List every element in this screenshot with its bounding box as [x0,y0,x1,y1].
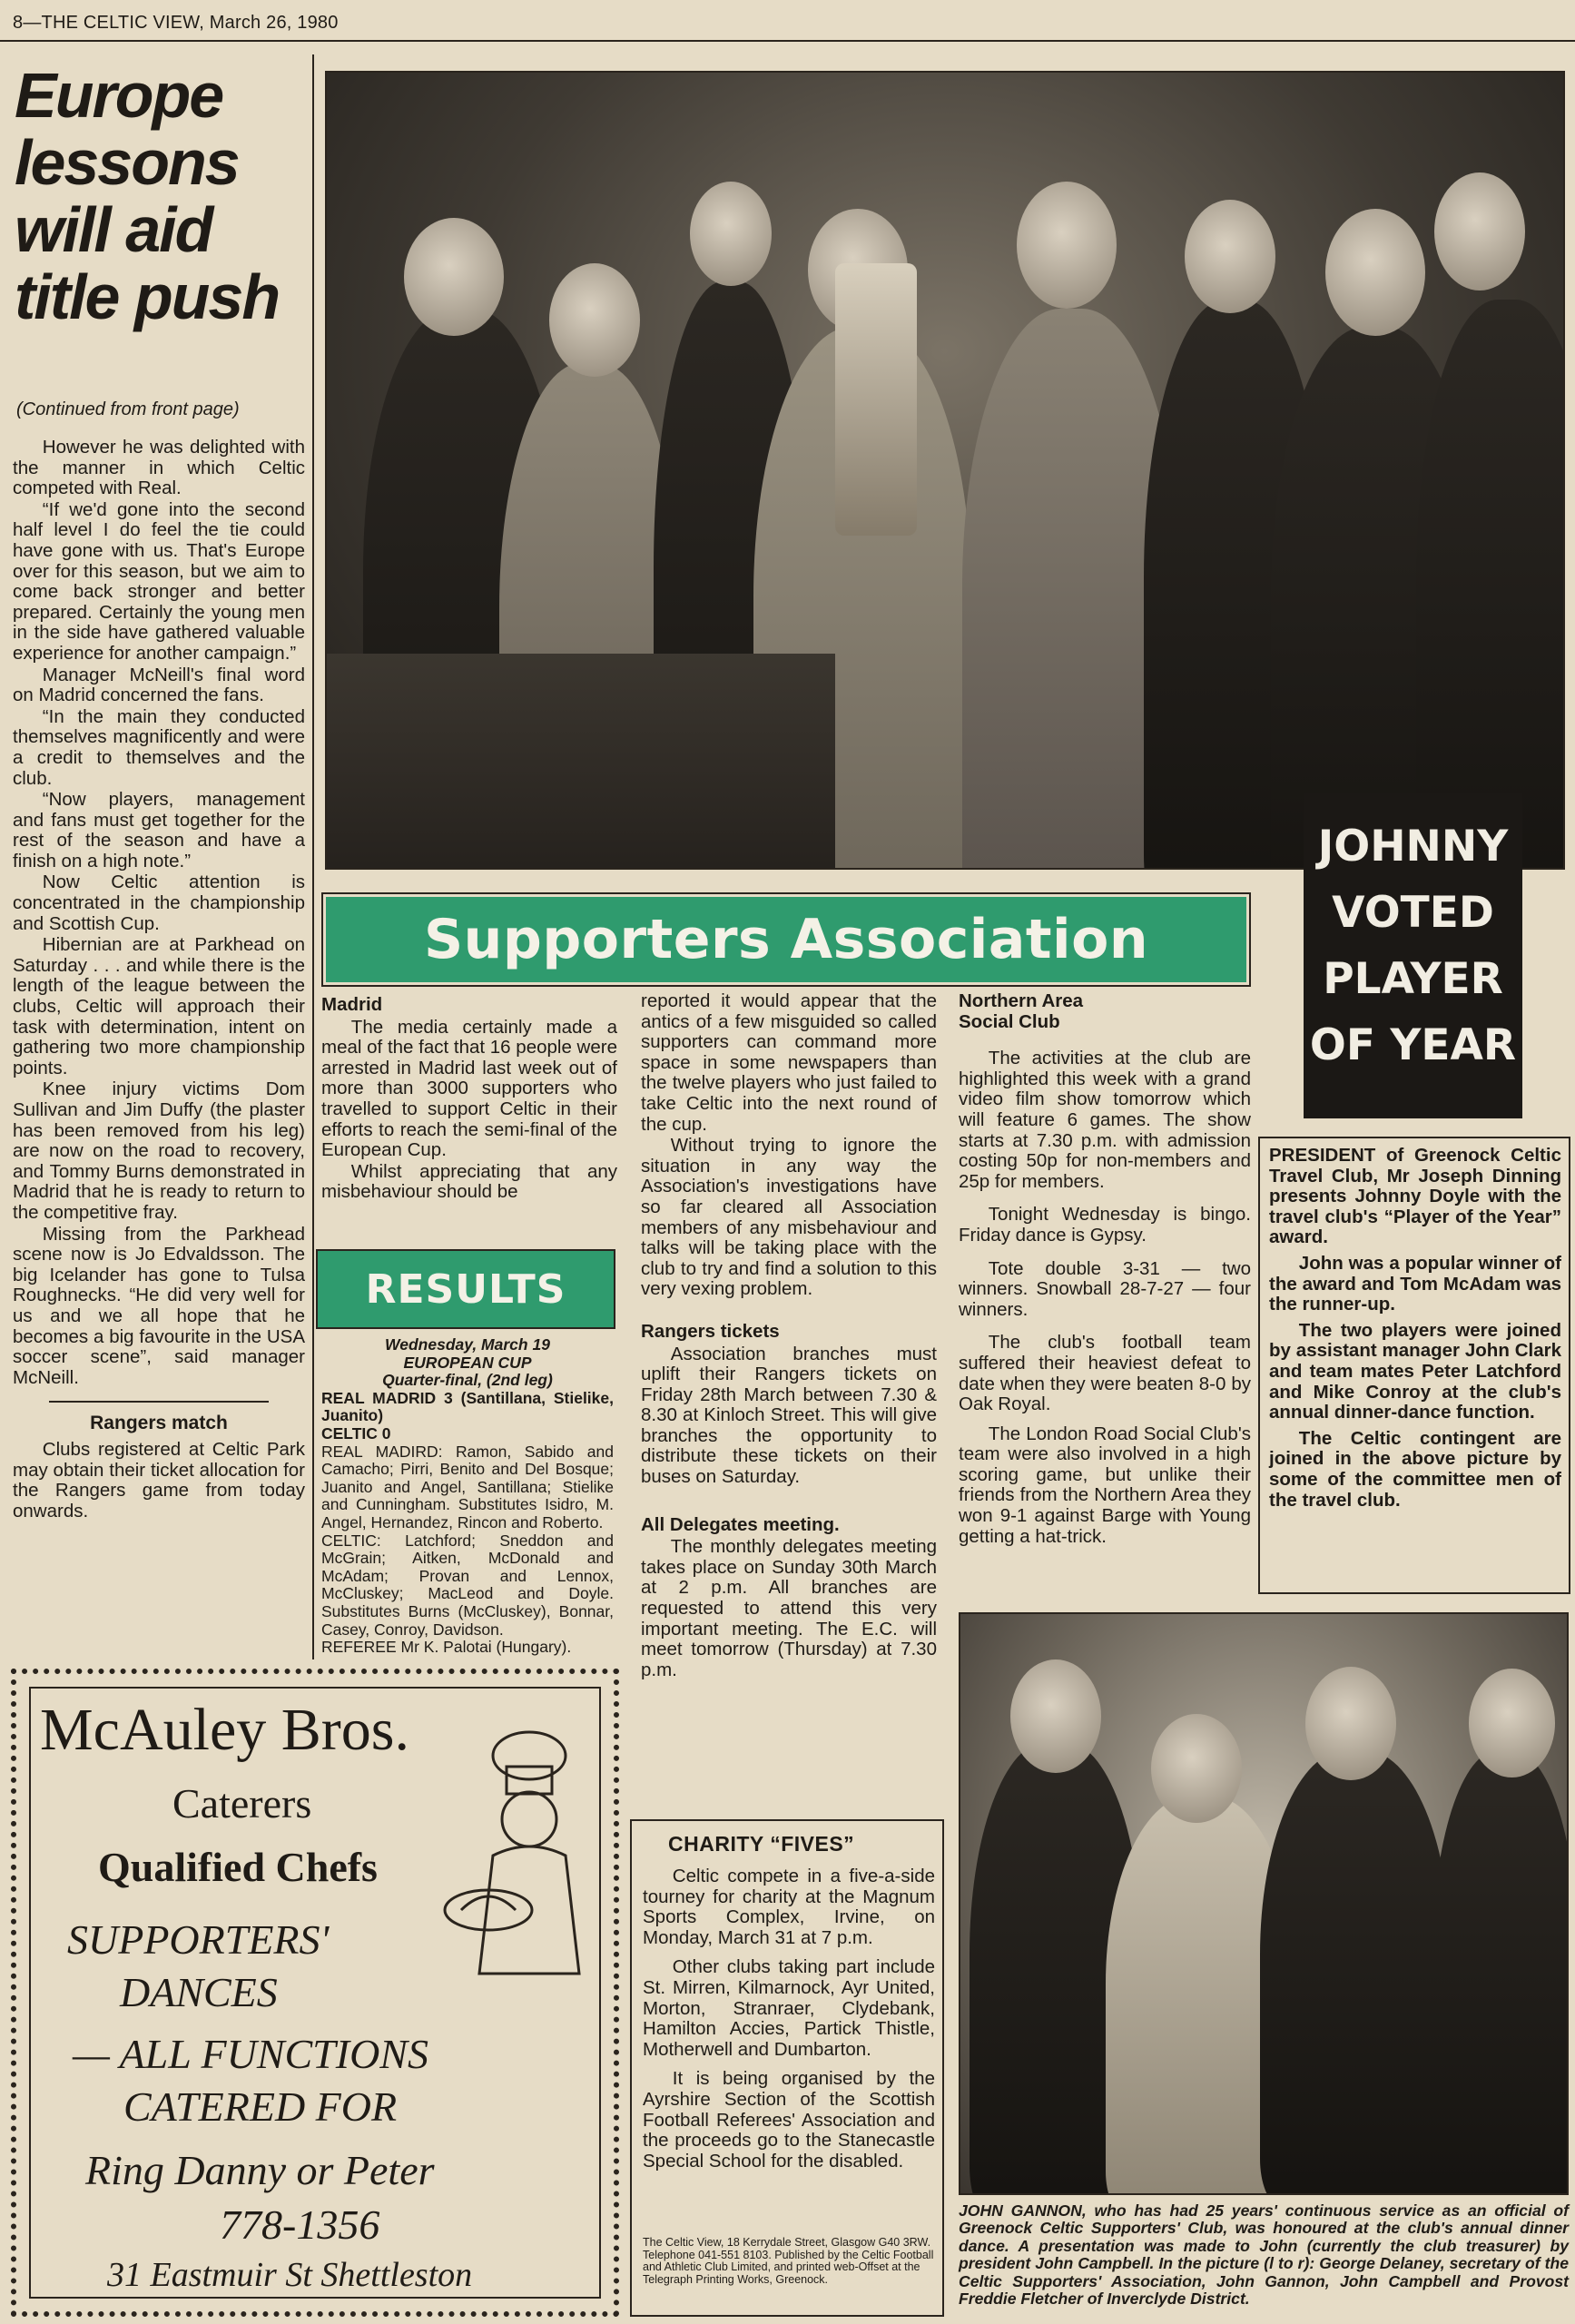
article-paragraph: Other clubs taking part include St. Mirren, Kilmarnock, Ayr United, Morton, Stranraer, Clydebank, Hamilton Accies, Partick Thistle, Motherwell and Dumbarton. [643,1956,935,2060]
northern-heading: Northern Area [959,990,1084,1011]
headline-line: title push [15,261,280,332]
article-paragraph: The club's football team suffered their heaviest defeat to date when they were beaten 8-0 by Oak Royal. [959,1332,1251,1415]
article-paragraph: Association branches must uplift their Rangers tickets on Friday 28th March between 7.30 & 8.30 at Kinloch Street. This will give branches the opportunity to distribute these tickets on their buses on Saturday. [641,1343,937,1488]
headline [15,62,320,330]
johnny-voted-box [1304,793,1522,1118]
caption-paragraph: PRESIDENT of Greenock Celtic Travel Club, Mr Joseph Dinning presents Johnny Doyle with the travel club's “Player of the Year” award. [1269,1145,1561,1248]
mcauley-advert [11,1669,619,2317]
article-paragraph: The monthly delegates meeting takes place on Sunday 30th March at 2 p.m. All branches are requested to attend this very important meeting. The E.C. will meet tomorrow (Thursday) at 7.30 p.m. [641,1536,937,1680]
person-face [1185,200,1275,313]
article-paragraph: reported it would appear that the antics of a few misguided so called supporters can command more space in some newspapers than the twelve players who just failed to take Celtic into the next round of the cup. [641,990,937,1135]
madrid-article [321,991,617,1204]
advert-line: Caterers [172,1780,312,1827]
johnny-caption [1269,1146,1561,1516]
masthead-rule [0,40,1575,42]
rangers-tickets-heading: Rangers tickets [641,1320,780,1342]
article-paragraph: It is being organised by the Ayrshire Section of the Scottish Football Referees' Association and the proceeds go to the Stanecastle Special School for the disabled. [643,2068,935,2171]
article-paragraph: Missing from the Parkhead scene now is Jo Edvaldsson. The big Icelander has gone to Tulsa Roughnecks. “He did very well for us and we all hope that he becomes a big favourite in the USA soccer scene”, said manager McNeill. [13,1223,305,1388]
results-block [321,1336,614,1657]
article-paragraph: Hibernian are at Parkhead on Saturday . . . and while there is the length of the league between the clubs, Celtic will approach their task with determination, intent on gathering two more championship points. [13,934,305,1078]
gannon-photo [959,1612,1569,2195]
results-banner: RESULTS [318,1251,614,1327]
results-competition: EUROPEAN CUP [403,1353,532,1372]
article-paragraph: “Now players, management and fans must get together for the rest of the season and have a finish on a high note.” [13,789,305,872]
headline-line: will aid [15,194,212,265]
rangers-match-heading: Rangers match [90,1413,228,1434]
charity-heading: CHARITY “FIVES” [668,1832,855,1856]
northern-heading: Social Club [959,1010,1060,1032]
supporters-association-banner: Supporters Association [323,894,1249,985]
advert-line: Ring Danny or Peter [85,2147,435,2193]
article-paragraph: “In the main they conducted themselves magnificently and were a credit to themselves and the club. [13,705,305,789]
person-face [1434,172,1525,290]
results-score-away: CELTIC 0 [321,1423,391,1443]
article-paragraph: Knee injury victims Dom Sullivan and Jim Duffy (the plaster has been removed from his leg) are now on the road to recovery, and Tommy Burns demonstrated in Madrid that he is ready to return to the competitive fray. [13,1078,305,1223]
headline-line: Europe [15,60,223,131]
divider [49,1401,269,1403]
left-article [13,438,305,1522]
results-lineup: REAL MADIRD: Ramon, Sabido and Camacho; Pirri, Benito and Del Bosque; Juanito and Angel, Santillana; Stielike and Cunningham. Substitutes Isidro, M. Angel, Hernandez, Rincon and Roberto. [321,1442,614,1531]
advert-phone: 778-1356 [220,2201,380,2248]
caption-paragraph: The Celtic contingent are joined in the above picture by some of the committee men of the travel club. [1269,1427,1561,1511]
headline-line: lessons [15,127,239,198]
chef-illustration [443,1728,597,2001]
johnny-box-line: JOHNNY [1317,822,1509,872]
article-paragraph: The media certainly made a meal of the fact that 16 people were arrested in Madrid last week out of more than 3000 supporters who travelled to support Celtic in their efforts to reach the semi-final of the European Cup. [321,1016,617,1161]
article-paragraph: Whilst appreciating that any misbehaviour should be [321,1160,617,1203]
article-paragraph: However he was delighted with the manner in which Celtic competed with Real. [13,437,305,499]
caption-paragraph: The two players were joined by assistant manager John Clark and team mates Peter Latchford and Mike Conroy at the club's annual dinner-dance function. [1269,1319,1561,1423]
article-paragraph: Celtic compete in a five-a-side tourney for charity at the Magnum Sports Complex, Irvine, on Monday, March 31 at 7 p.m. [643,1866,935,1948]
gannon-caption: JOHN GANNON, who has had 25 years' continuous service as an official of Greenock Celtic Supporters' Club, was honoured at the club's annual dinner dance. A presentation was made to John (currently the club treasurer) by president John Campbell. In the picture (l to r): George Delaney, secretary of the Celtic Supporters' Association, John Gannon, John Campbell and Provost Freddie Fletcher of Inverclyde District. [959,2201,1569,2309]
caption-paragraph: John was a popular winner of the award and Tom McAdam was the runner-up. [1269,1252,1561,1315]
table [327,654,835,870]
article-paragraph: Now Celtic attention is concentrated in the championship and Scottish Cup. [13,872,305,934]
person-face [1151,1714,1242,1823]
continued-note: (Continued from front page) [16,399,240,419]
column-rule [312,54,314,1659]
person-face [1325,209,1425,336]
article-paragraph: Manager McNeill's final word on Madrid concerned the fans. [13,664,305,706]
person-face [1305,1667,1396,1780]
johnny-box-line: PLAYER [1323,954,1503,1004]
advert-line: CATERED FOR [123,2083,398,2130]
middle-article [641,991,937,1681]
article-paragraph: Clubs registered at Celtic Park may obtain their ticket allocation for the Rangers game from today onwards. [13,1438,305,1521]
article-paragraph: “If we'd gone into the second half level I do feel the tie could have gone with us. That's Europe over for this season, but we aim to come back stronger and better prepared. Certainly the young men in the side have gathered valuable experience for another campaign.” [13,498,305,664]
person-face [404,218,504,336]
person-face [1469,1669,1555,1777]
charity-article [643,1866,935,2172]
person-face [1010,1659,1101,1773]
masthead: 8—THE CELTIC VIEW, March 26, 1980 [13,13,339,33]
article-paragraph: Tote double 3-31 — two winners. Snowball 28-7-27 — four winners. [959,1257,1251,1320]
person-face [549,263,640,377]
advert-line: — ALL FUNCTIONS [73,2031,428,2077]
team-photo [325,71,1565,870]
article-paragraph: The London Road Social Club's team were also involved in a high scoring game, but unlike their friends from the Northern Area they won 9-1 against Barge with Young getting a hat-trick. [959,1423,1251,1547]
northern-area-article [959,991,1251,1548]
person-figure [1416,300,1565,870]
article-paragraph: The activities at the club are highlighted this week with a grand video film show tomorrow which will feature 6 games. The show starts at 7.30 p.m. with admission costing 50p for non-members and 25p for members. [959,1048,1251,1192]
results-lineup: CELTIC: Latchford; Sneddon and McGrain; Aitken, McDonald and McAdam; Provan and Lennox, McCluskey; MacLeod and Doyle. Substitutes Burns (McCluskey), Bonnar, Casey, Conroy, Davidson. [321,1531,614,1639]
imprint: The Celtic View, 18 Kerrydale Street, Glasgow G40 3RW. Telephone 041-551 8103. Published by the Celtic Football and Athletic Club Limited, and printed web-Offset at the Telegraph Printing Works, Greenock. [643,2236,934,2286]
advert-address: 31 Eastmuir St Shettleston [107,2256,473,2294]
person-face [1017,182,1117,309]
advert-line: Qualified Chefs [98,1844,378,1890]
person-figure [1260,1750,1451,2195]
advert-name: McAuley Bros. [40,1697,409,1763]
johnny-box-line: VOTED [1332,888,1494,938]
madrid-heading: Madrid [321,994,383,1015]
results-date: Wednesday, March 19 [385,1335,550,1354]
results-round: Quarter-final, (2nd leg) [382,1371,553,1390]
advert-line: DANCES [120,1969,278,2015]
article-paragraph: Without trying to ignore the situation in any way the Association's investigations have so far cleared all Association members of any misbehaviour and talks will be taking place with the club to try and find a solution to this very vexing problem. [641,1135,937,1300]
person-figure [1432,1750,1569,2195]
johnny-box-line: OF YEAR [1309,1020,1517,1070]
trophy [835,263,917,536]
article-paragraph: Tonight Wednesday is bingo. Friday dance is Gypsy. [959,1204,1251,1246]
person-face [690,182,772,286]
delegates-heading: All Delegates meeting. [641,1513,840,1535]
advert-line: SUPPORTERS' [67,1916,330,1963]
results-score-home: REAL MADRID 3 (Santillana, Stielike, Juanito) [321,1388,614,1425]
results-referee: REFEREE Mr K. Palotai (Hungary). [321,1638,572,1657]
